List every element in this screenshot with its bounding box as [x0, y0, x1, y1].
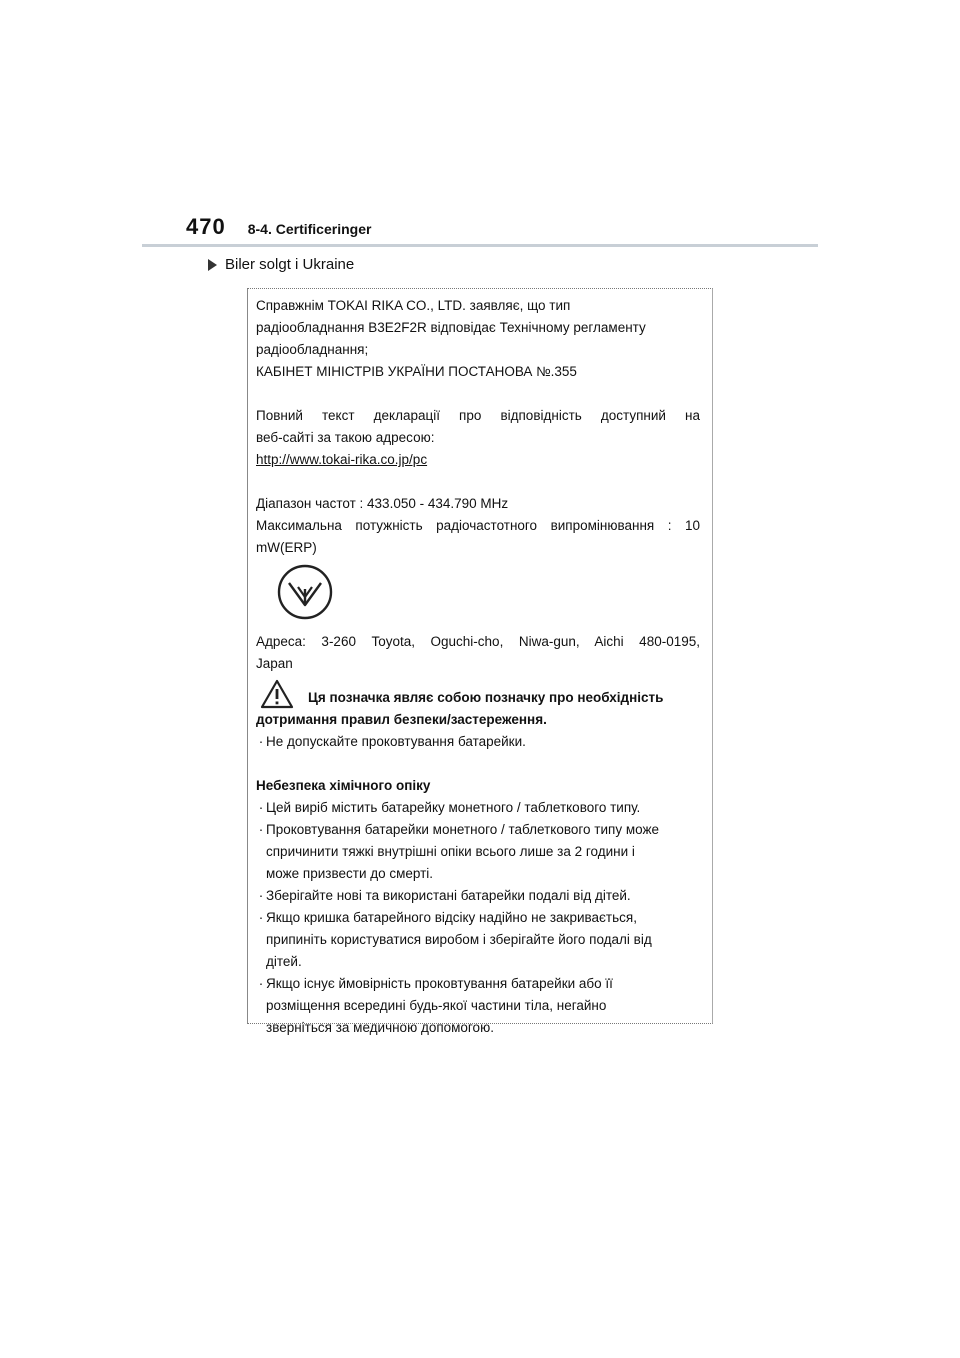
page-number: 470: [186, 214, 226, 239]
subtitle-text: Biler solgt i Ukraine: [225, 256, 355, 273]
address-line: Japan: [256, 656, 293, 671]
declaration-url-link[interactable]: http://www.tokai-rika.co.jp/pc: [256, 452, 428, 467]
fulltext-line: Повний текст декларації про відповідність доступний на: [256, 408, 700, 423]
section-title: 8-4. Certificeringer: [247, 221, 372, 237]
page-header: [186, 214, 371, 244]
warning-heading: [256, 675, 700, 709]
list-item: · Якщо кришка батарейного відсіку надійно не закривається, припиніть користуватися виробом і зберігайте його подалі від дітей.: [258, 910, 652, 969]
header-divider: [142, 244, 818, 247]
list-item: · Цей виріб містить батарейку монетного / таблеткового типу.: [258, 800, 641, 815]
ukrainian-conformity-mark-icon: [276, 563, 334, 621]
warning-triangle-icon: [260, 679, 294, 709]
subtitle: [208, 256, 354, 273]
fulltext-line: веб-сайті за такою адресою:: [256, 430, 435, 445]
list-item: · Проковтування батарейки монетного / таблеткового типу може спричинити тяжкі внутрішні опіки всього лише за 2 години і може призвести до смерті.: [258, 822, 659, 881]
hazard-title: Небезпека хімічного опіку: [256, 778, 431, 793]
list-item: · Якщо існує ймовірність проковтування батарейки або її розміщення всередині будь-якої частини тіла, негайно зверніться за медичною допомогою.: [258, 976, 613, 1035]
list-item: · Не допускайте проковтування батарейки.: [258, 734, 526, 749]
max-power-line: mW(ERP): [256, 540, 317, 555]
list-item: · Зберігайте нові та використані батарейки подалі від дітей.: [258, 888, 631, 903]
conformity-mark-wrap: [256, 559, 700, 631]
frequency-range: Діапазон частот : 433.050 - 434.790 MHz: [256, 496, 509, 511]
max-power-line: Максимальна потужність радіочастотного випромінювання : 10: [256, 518, 700, 533]
address-line: Адреса: 3-260 Toyota, Oguchi-cho, Niwa-gun, Aichi 480-0195,: [256, 634, 700, 649]
warning-line: Ця позначка являє собою позначку про необхідність: [308, 690, 664, 705]
certificate-box: [247, 288, 713, 1035]
warning-line: дотримання правил безпеки/застереження.: [256, 712, 547, 727]
declaration-line: КАБІНЕТ МІНІСТРІВ УКРАЇНИ ПОСТАНОВА №.355: [256, 364, 577, 379]
declaration-line: радіообладнання;: [256, 342, 369, 357]
triangle-bullet-icon: [208, 259, 217, 271]
certificate-content: [256, 295, 700, 1039]
declaration-line: Справжнім TOKAI RIKA CO., LTD. заявляє, що тип: [256, 298, 571, 313]
declaration-line: радіообладнання B3E2F2R відповідає Технічному регламенту: [256, 320, 646, 335]
